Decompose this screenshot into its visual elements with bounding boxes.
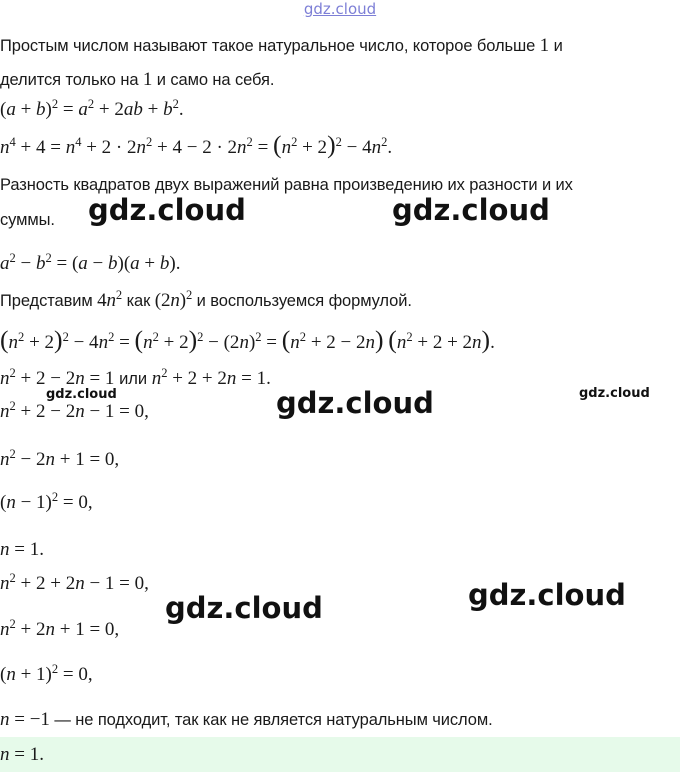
as-text: как xyxy=(126,292,151,310)
formula-n4-plus-4: $n^4 + 4 = n^4 + 2 \cdot 2n^2 + 4 - 2 \cdot 2n^2 = (n^2 + 2)^2 - 4n^2$. xyxy=(0,130,393,159)
formula-difference-of-squares: $a^2 - b^2 = (a - b)(a + b)$. xyxy=(0,251,181,274)
case2-step-2: $n^2 + 2n + 1 = 0$, xyxy=(0,617,120,640)
watermark: gdz.cloud xyxy=(165,591,323,625)
math-one: 1 xyxy=(539,35,550,56)
case1-step-3: $(n - 1)^2 = 0$, xyxy=(0,490,93,513)
prime-definition-text-2: делится только на xyxy=(0,71,139,89)
represent-line: Представим $4n^2$ как $(2n)^2$ и воспользуемся формулой. xyxy=(0,288,412,311)
prime-definition-line-2 xyxy=(0,69,274,91)
case2-step-1: $n^2 + 2 + 2n - 1 = 0$, xyxy=(0,571,149,594)
or-text: или xyxy=(119,370,147,388)
prime-definition-text-3: и само на себя. xyxy=(156,71,275,89)
watermark: gdz.cloud xyxy=(46,387,117,402)
use-formula-text: и воспользуемся формулой. xyxy=(196,292,412,310)
watermark-link[interactable]: gdz.cloud xyxy=(303,0,377,18)
case1-result: n = 1. xyxy=(0,539,44,560)
answer-line: n = 1. xyxy=(0,744,44,765)
case2-step-3: $(n + 1)^2 = 0$, xyxy=(0,662,93,685)
formula-factorization: $(n^2 + 2)^2 - 4n^2 = (n^2 + 2)^2 - (2n)^2 = (n^2 + 2 - 2n) (n^2 + 2 + 2n)$. xyxy=(0,325,495,354)
conjunction-and: и xyxy=(553,37,563,55)
difference-of-squares-text-2: суммы. xyxy=(0,211,55,229)
prime-definition-line-1 xyxy=(0,35,563,57)
case1-step-2: $n^2 - 2n + 1 = 0$, xyxy=(0,447,120,470)
math-one: 1 xyxy=(142,69,153,90)
watermark: gdz.cloud xyxy=(468,578,626,612)
watermark: gdz.cloud xyxy=(579,386,650,401)
equation-cases: $n^2 + 2 - 2n = 1$ или $n^2 + 2 + 2n = 1$. xyxy=(0,366,271,389)
answer-highlight xyxy=(0,737,680,772)
conclusion-text: — не подходит, так как не является натуральным числом. xyxy=(54,711,493,729)
formula-square-of-sum: $(a + b)^2 = a^2 + 2ab + b^2$. xyxy=(0,97,184,120)
watermark: gdz.cloud xyxy=(392,193,550,227)
watermark: gdz.cloud xyxy=(276,386,434,420)
watermark: gdz.cloud xyxy=(88,193,246,227)
prime-definition-text: Простым числом называют такое натуральное число, которое больше xyxy=(0,37,536,55)
difference-of-squares-text-1: Разность квадратов двух выражений равна произведению их разности и их xyxy=(0,176,573,194)
case2-conclusion: n = −1 — не подходит, так как не является натуральным числом. xyxy=(0,709,493,730)
represent-text: Представим xyxy=(0,292,93,310)
case1-step-1: $n^2 + 2 - 2n - 1 = 0$, xyxy=(0,399,149,422)
